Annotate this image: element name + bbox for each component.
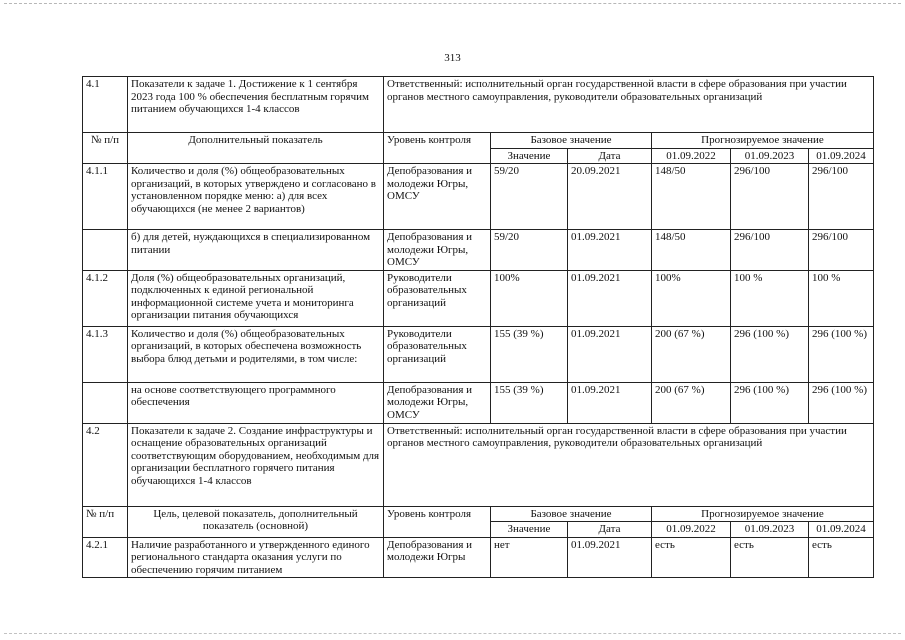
row-indicator: Количество и доля (%) общеобразовательных организаций, в которых утверждено и согласовано в установленном порядке меню: а) для всех обучающихся (не менее 2 вариантов) (128, 164, 384, 230)
header-2022: 01.09.2022 (652, 148, 731, 164)
header-num: № п/п (83, 133, 128, 164)
row-2022: 200 (67 %) (652, 326, 731, 382)
row-2023: 296/100 (731, 230, 809, 271)
row-num (83, 230, 128, 271)
row-value: нет (491, 537, 568, 578)
row-2022: 100% (652, 270, 731, 326)
header-2023: 01.09.2023 (731, 148, 809, 164)
row-2023: 296 (100 %) (731, 382, 809, 423)
row-2022: 148/50 (652, 164, 731, 230)
responsible-text: Ответственный: исполнительный орган государственной власти в сфере образования при участии органов местного самоуправления, руководители образовательных организаций (384, 77, 874, 133)
table-row (83, 230, 874, 271)
row-indicator: Доля (%) общеобразовательных организаций, подключенных к единой региональной информационной системе учета и мониторинга организации питания обучающихся (128, 270, 384, 326)
table-row (83, 270, 874, 326)
header-forecast: Прогнозируемое значение (652, 506, 874, 522)
row-control: Депобразования и молодежи Югры (384, 537, 491, 578)
table-row (83, 382, 874, 423)
scan-artifact-top (4, 3, 901, 4)
header-date: Дата (568, 522, 652, 538)
header-value: Значение (491, 148, 568, 164)
column-header-row (83, 506, 874, 522)
row-date: 01.09.2021 (568, 230, 652, 271)
row-2024: 296/100 (809, 164, 874, 230)
row-num: 4.1.2 (83, 270, 128, 326)
header-date: Дата (568, 148, 652, 164)
row-2022: есть (652, 537, 731, 578)
row-value: 155 (39 %) (491, 382, 568, 423)
row-2023: 296/100 (731, 164, 809, 230)
table-row (83, 537, 874, 578)
row-2024: 100 % (809, 270, 874, 326)
table-row (83, 164, 874, 230)
row-control: Депобразования и молодежи Югры, ОМСУ (384, 230, 491, 271)
row-date: 01.09.2021 (568, 326, 652, 382)
row-2024: 296/100 (809, 230, 874, 271)
row-indicator: Наличие разработанного и утвержденного единого регионального стандарта оказания услуги по обеспечению горячим питанием (128, 537, 384, 578)
header-base: Базовое значение (491, 133, 652, 149)
header-base: Базовое значение (491, 506, 652, 522)
page-number: 313 (444, 52, 461, 64)
row-2023: 100 % (731, 270, 809, 326)
row-value: 59/20 (491, 230, 568, 271)
row-control: Депобразования и молодежи Югры, ОМСУ (384, 164, 491, 230)
row-2024: 296 (100 %) (809, 382, 874, 423)
row-value: 59/20 (491, 164, 568, 230)
row-num: 4.1.3 (83, 326, 128, 382)
row-2023: 296 (100 %) (731, 326, 809, 382)
row-indicator: Количество и доля (%) общеобразовательных организаций, в которых обеспечена возможность выбора блюд детьми и родителями, в том числе: (128, 326, 384, 382)
task-id: 4.1 (83, 77, 128, 133)
column-header-row (83, 133, 874, 149)
task-title: Показатели к задаче 1. Достижение к 1 сентября 2023 года 100 % обеспечения бесплатным горячим питанием обучающихся 1-4 классов (128, 77, 384, 133)
row-control: Руководители образовательных организаций (384, 326, 491, 382)
row-date: 01.09.2021 (568, 537, 652, 578)
row-value: 100% (491, 270, 568, 326)
task-title: Показатели к задаче 2. Создание инфраструктуры и оснащение образовательных организаций соответствующим оборудованием, необходимым для организации бесплатного горячего питания обучающихся 1-4 классов (128, 423, 384, 506)
row-value: 155 (39 %) (491, 326, 568, 382)
row-date: 20.09.2021 (568, 164, 652, 230)
header-control: Уровень контроля (384, 133, 491, 164)
header-forecast: Прогнозируемое значение (652, 133, 874, 149)
responsible-text: Ответственный: исполнительный орган государственной власти в сфере образования при участии органов местного самоуправления, руководители образовательных организаций (384, 423, 874, 506)
row-2022: 148/50 (652, 230, 731, 271)
task-id: 4.2 (83, 423, 128, 506)
table-row (83, 326, 874, 382)
scan-artifact-bottom (4, 633, 901, 634)
header-2023: 01.09.2023 (731, 522, 809, 538)
indicators-table (82, 76, 874, 578)
row-num: 4.1.1 (83, 164, 128, 230)
task-header-row (83, 423, 874, 506)
row-indicator: б) для детей, нуждающихся в специализированном питании (128, 230, 384, 271)
row-num: 4.2.1 (83, 537, 128, 578)
row-2024: 296 (100 %) (809, 326, 874, 382)
header-control: Уровень контроля (384, 506, 491, 537)
row-indicator: на основе соответствующего программного обеспечения (128, 382, 384, 423)
header-2024: 01.09.2024 (809, 522, 874, 538)
row-2023: есть (731, 537, 809, 578)
row-num (83, 382, 128, 423)
header-indicator: Цель, целевой показатель, дополнительный показатель (основной) (128, 506, 384, 537)
header-value: Значение (491, 522, 568, 538)
row-control: Руководители образовательных организаций (384, 270, 491, 326)
task-header-row (83, 77, 874, 133)
row-2022: 200 (67 %) (652, 382, 731, 423)
header-num: № п/п (83, 506, 128, 537)
row-date: 01.09.2021 (568, 270, 652, 326)
header-2022: 01.09.2022 (652, 522, 731, 538)
header-indicator: Дополнительный показатель (128, 133, 384, 164)
row-control: Депобразования и молодежи Югры, ОМСУ (384, 382, 491, 423)
row-2024: есть (809, 537, 874, 578)
header-2024: 01.09.2024 (809, 148, 874, 164)
row-date: 01.09.2021 (568, 382, 652, 423)
